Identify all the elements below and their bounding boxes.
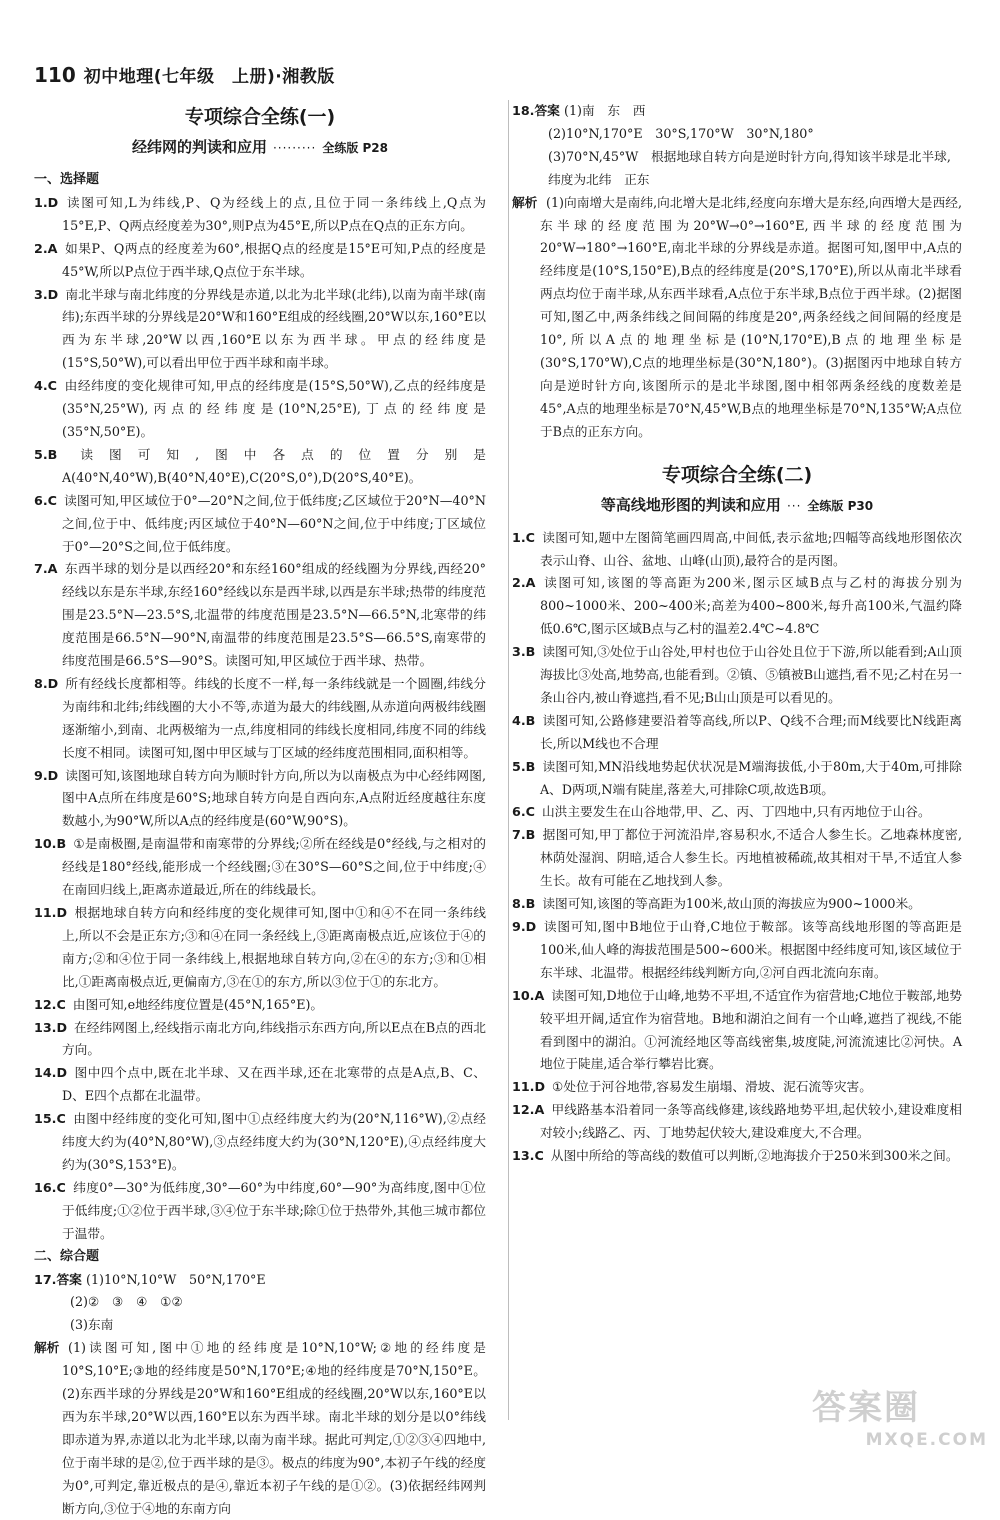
q18-line3: (3)70°N,45°W 根据地球自转方向是逆时针方向,得知该半球是北半球,纬度为北纬 正东: [548, 148, 951, 187]
answer-item: [34, 994, 486, 1017]
section1-subtitle-text: 经纬网的判读和应用: [131, 138, 267, 156]
answer-item: [512, 1099, 962, 1145]
q18-line2: (2)10°N,170°E 30°S,170°W 30°N,180°: [548, 125, 814, 141]
answer-number: 9.D: [34, 767, 59, 783]
answer-item: [34, 673, 486, 765]
answer-number: 5.B: [34, 446, 58, 462]
answer-text: 根据地球自转方向和经纬度的变化规律可知,图中①和④不在同一条纬线上,所以不会是正东方;③和④在同一条经线上,③距离南极点近,应该位于④的南方;②和④位于同一条纬线上,根据地球自转方向,②在④的东方;③和①相比,①距离南极点近,更偏南方,③在①的东方,所以③位于①的东北方。: [62, 905, 486, 989]
answer-text: 甲线路基本沿着同一条等高线修建,该线路地势平坦,起伏较小,建设难度相对较小;线路乙、丙、丁地势起伏较大,建设难度大,不合理。: [540, 1102, 962, 1141]
answer-item: [512, 527, 962, 573]
answer-text: 南北半球与南北纬度的分界线是赤道,以北为北半球(北纬),以南为南半球(南纬);东西半球的分界线是20°W和160°E组成的经线圈,20°W以东,160°E以西为东半球,20°W以西,160°E以东为西半球。甲点的经纬度是(15°S,50°W),可以看出甲位于西半球和南半球。: [62, 286, 486, 371]
answer-text: 读图可知,公路修建要沿着等高线,所以P、Q线不合理;而M线要比N线距离长,所以M线也不合理: [540, 712, 962, 751]
answer-item: [512, 824, 962, 893]
answer-item: [34, 375, 486, 444]
answer-text: 由图可知,e地经纬度位置是(45°N,165°E)。: [72, 996, 324, 1012]
left-column: [34, 100, 486, 1520]
answer-number: 8.B: [512, 896, 536, 912]
answer-text: 读图可知,甲区域位于0°—20°N之间,位于低纬度;乙区域位于20°N—40°N之间,位于中、低纬度;丙区域位于40°N—60°N之间,位于中纬度;丁区域位于0°—20°S之间,位于低纬度。: [62, 492, 486, 554]
answer-text: 纬度0°—30°为低纬度,30°—60°为中纬度,60°—90°为高纬度,图中①位于低纬度;①②位于西半球,③④位于东半球;除①位于热带外,其他三城市都位于温带。: [62, 1179, 486, 1241]
watermark-url: MXQE.COM: [865, 1430, 988, 1450]
answer-number: 2.A: [512, 575, 536, 591]
answer-number: 10.A: [512, 987, 545, 1003]
section1-subtitle: [34, 134, 486, 161]
answer-number: 13.C: [512, 1148, 544, 1164]
section-gap: [512, 444, 962, 458]
answer-text: 图中四个点中,既在北半球、又在西半球,还在北寒带的点是A点,B、C、D、E四个点都在北温带。: [62, 1065, 486, 1104]
answer-text: 读图可知,该图的等高距为200米,图示区域B点与乙村的海拔分别为800~1000米、200~400米;高差为400~800米,每升高100米,气温约降低0.6℃,图示区域B点与乙村的温差2.4℃~4.8℃: [540, 575, 962, 637]
answer-item: [34, 284, 486, 376]
section1-page-ref: 全练版 P28: [322, 141, 389, 155]
q17-analysis-text: (1)读图可知,图中①地的经纬度是10°N,10°W;②地的经纬度是10°S,10°E;③地的经纬度是50°N,170°E;④地的经纬度是70°N,150°E。(2)东西半球的分界线是20°W和160°E组成的经线圈,20°W以东,160°E以西为东半球,20°W以西,160°E以东为西半球。南北半球的划分是以0°纬线即赤道为界,赤道以北为北半球,以南为南半球。据此可判定,①②③④四地中,位于南半球的是②,位于西半球的是③。极点的纬度为90°,本初子午线的经度为0°,可判定,靠近极点的是④,靠近本初子午线的是①②。(3)依据经纬网判断方向,③位于④地的东南方向: [62, 1340, 486, 1516]
answer-item: [512, 710, 962, 756]
answer-item: [34, 1062, 486, 1108]
answer-text: 读图可知,图中各点的位置分别是A(40°N,40°W),B(40°N,40°E),C(20°S,0°),D(20°S,40°E)。: [62, 446, 486, 485]
page-header: [34, 62, 335, 88]
answer-number: 16.C: [34, 1179, 66, 1195]
answer-number: 7.B: [512, 827, 536, 843]
answer-item: [34, 902, 486, 994]
answer-text: 读图可知,该图的等高距为100米,故山顶的海拔应为900~1000米。: [542, 896, 921, 912]
answer-text: 山洪主要发生在山谷地带,甲、乙、丙、丁四地中,只有丙地位于山谷。: [541, 804, 931, 820]
answer-number: 12.C: [34, 996, 66, 1012]
answer-number: 1.C: [512, 529, 535, 545]
leader-dots: ···: [786, 498, 802, 513]
answer-text: ①处位于河谷地带,容易发生崩塌、滑坡、泥石流等灾害。: [552, 1079, 872, 1095]
section2-title: 专项综合全练(二): [661, 463, 813, 486]
part1-heading: 一、选择题: [34, 172, 100, 187]
q18-line1-text: (1)南 东 西: [564, 103, 646, 118]
answer-text: 在经纬网图上,经线指示南北方向,纬线指示东西方向,所以E点在B点的西北方向。: [62, 1019, 486, 1058]
answer-text: 东西半球的划分是以西经20°和东经160°组成的经线圈为分界线,西经20°经线以东是东半球,东经160°经线以东是西半球,以西是东半球;热带的纬度范围是23.5°N—23.5°S,北温带的纬度范围是23.5°N—66.5°N,北寒带的纬度范围是66.5°N—90°N,南温带的纬度范围是23.5°S—66.5°S,南寒带的纬度范围是66.5°S—90°S。读图可知,甲区域位于西半球、热带。: [62, 561, 486, 669]
answer-item: [34, 444, 486, 490]
answer-item: [34, 833, 486, 902]
answer-number: 8.D: [34, 675, 59, 691]
analysis-label: 解析: [512, 194, 538, 210]
answer-text: 读图可知,MN沿线地势起伏状况是M端海拔低,小于80m,大于40m,可排除A、D两项,N端有陡崖,落差大,可排除C项,故选B项。: [540, 758, 962, 797]
answer-number: 9.D: [512, 919, 537, 934]
answer-number: 14.D: [34, 1065, 68, 1081]
answer-item: [512, 1145, 962, 1168]
right-column: [512, 100, 962, 1168]
analysis-label: 解析: [34, 1340, 60, 1356]
column-divider: [508, 100, 509, 1420]
answer-item: [512, 801, 962, 824]
answer-item: [34, 192, 486, 238]
answer-item: [512, 756, 962, 802]
answer-item: [34, 1108, 486, 1177]
answer-text: 读图可知,题中左图简笔画四周高,中间低,表示盆地;四幅等高线地形图依次表示山脊、山谷、盆地、山峰(山顶),最符合的是丙图。: [540, 529, 962, 568]
q17-line1-text: (1)10°N,10°W 50°N,170°E: [86, 1271, 266, 1287]
section2-subtitle-text: 等高线地形图的判读和应用: [600, 495, 781, 514]
answer-text: 由经纬度的变化规律可知,甲点的经纬度是(15°S,50°W),乙点的经纬度是(35°N,25°W),丙点的经纬度是(10°N,25°E),丁点的经纬度是(35°N,50°E)。: [62, 378, 486, 439]
answer-number: 6.C: [34, 492, 57, 508]
answer-item: [512, 572, 962, 641]
q18-label: 18.答案: [512, 103, 560, 118]
answer-number: 11.D: [512, 1079, 546, 1095]
answer-number: 13.D: [34, 1019, 68, 1035]
answer-item: [512, 893, 962, 916]
answer-text: 所有经线长度都相等。纬线的长度不一样,每一条纬线就是一个圆圈,纬线分为南纬和北纬;纬线圈的大小不等,赤道为最大的纬线圈,从赤道向两极纬线圈逐渐缩小,到南、北两极缩为一点,纬度相同的纬线长度相同,纬度不同的纬线长度不相同。读图可知,图中甲区域与丁区域的经纬度范围相同,面积相等。: [62, 675, 486, 760]
answer-item: [34, 1177, 486, 1246]
answer-item: [34, 558, 486, 673]
section2-subtitle: [512, 492, 962, 519]
q18-analysis-text: (1)向南增大是南纬,向北增大是北纬,经度向东增大是东经,向西增大是西经,东半球的经度范围为20°W→0°→160°E,西半球的经度范围为20°W→180°→160°E,南北半球的分界线是赤道。据图可知,图甲中,A点的经纬度是(10°S,150°E),B点的经纬度是(20°S,170°E),所以从南北半球看两点均位于南半球,从东西半球看,A点位于东半球,B点位于西半球。(2)据图可知,图乙中,两条纬线之间间隔的纬度是20°,两条经线之间间隔的经度是10°,所以A点的地理坐标是(10°N,170°E),B点的地理坐标是(30°S,170°W),C点的地理坐标是(30°N,180°)。(3)据图丙中地球自转方向是逆时针方向,该图所示的是北半球图,图中相邻两条经线的度数差是45°,A点的地理坐标是70°N,45°W,B点的地理坐标是70°N,135°W;A点位于B点的正东方向。: [540, 194, 962, 439]
answer-number: 2.A: [34, 240, 58, 256]
answer-item: [512, 916, 962, 985]
answer-item: [34, 765, 486, 834]
answer-number: 3.B: [512, 644, 536, 660]
answer-number: 5.B: [512, 758, 536, 774]
section1-title: 专项综合全练(一): [184, 106, 336, 128]
answer-item: [512, 641, 962, 710]
answer-text: 由图中经纬度的变化可知,图中①点经纬度大约为(20°N,116°W),②点经纬度大约为(40°N,80°W),③点经纬度大约为(30°N,120°E),④点经纬度大约为(30°S,153°E)。: [62, 1111, 486, 1172]
answer-number: 15.C: [34, 1111, 66, 1127]
answer-text: 读图可知,该图地球自转方向为顺时针方向,所以为以南极点为中心经纬网图,图中A点所在纬度是60°S;地球自转方向是自西向东,A点附近经度越往东度数越小,为90°W,所以A点的经纬度是(60°W,90°S)。: [62, 767, 486, 829]
watermark-text: 答案圈: [812, 1388, 920, 1428]
answer-item: [512, 1076, 962, 1099]
q17-line3: (3)东南: [70, 1317, 114, 1333]
book-title: 初中地理(七年级 上册)·湘教版: [83, 67, 335, 87]
answer-number: 4.B: [512, 712, 536, 728]
q17-label: 17.答案: [34, 1271, 82, 1287]
answer-number: 4.C: [34, 378, 57, 394]
answer-text: 读图可知,图中B地位于山脊,C地位于鞍部。该等高线地形图的等高距是100米,仙人峰的海拔范围是500~600米。根据图中经纬度可知,该区域位于东半球、北温带。根据经纬线判断方向,②河自西北流向东南。: [540, 919, 962, 980]
answer-text: 据图可知,甲丁都位于河流沿岸,容易积水,不适合人参生长。乙地森林度密,林荫处湿润、阴暗,适合人参生长。丙地植被稀疏,故其相对干旱,不适宜人参生长。故有可能在乙地找到人参。: [540, 827, 962, 889]
answer-number: 11.D: [34, 905, 68, 920]
q17-line2: (2)② ③ ④ ①②: [70, 1294, 183, 1310]
watermark-logo: [812, 1388, 988, 1460]
answer-text: 如果P、Q两点的经度差为60°,根据Q点的经度是15°E可知,P点的经度是45°W,所以P点位于西半球,Q点位于东半球。: [62, 240, 486, 279]
q17-line1: [34, 1269, 486, 1292]
section2-page-ref: 全练版 P30: [807, 498, 874, 513]
q18-analysis: [512, 192, 962, 444]
page-number: 110: [34, 63, 76, 87]
answer-number: 6.C: [512, 804, 535, 820]
answer-item: [512, 985, 962, 1077]
answer-item: [34, 490, 486, 559]
answer-text: 读图可知,L为纬线,P、Q为经线上的点,且位于同一条纬线上,Q点为15°E,P、Q两点经度差为30°,则P点为45°E,所以P点在Q点的正东方向。: [62, 194, 486, 233]
part2-heading: 二、综合题: [34, 1248, 100, 1264]
answer-text: ①是南极圈,是南温带和南寒带的分界线;②所在经线是0°经线,与之相对的经线是180°经线,能形成一个经线圈;③在30°S—60°S之间,位于中纬度;④在南回归线上,距离赤道最近,所在的纬线最长。: [62, 836, 486, 898]
answer-item: [34, 238, 486, 284]
answer-number: 7.A: [34, 561, 58, 577]
q18-line1: [512, 100, 962, 123]
answer-text: 读图可知,D地位于山峰,地势不平坦,不适宜作为宿营地;C地位于鞍部,地势较平坦开阔,适宜作为宿营地。B地和湖泊之间有一个山峰,遮挡了视线,不能看到图中的湖泊。①河流经地区等高线密集,坡度陡,河流流速比②河快。A地位于陡崖,适合举行攀岩比赛。: [540, 987, 962, 1072]
answer-number: 3.D: [34, 286, 59, 302]
answer-number: 1.D: [34, 194, 59, 210]
answer-item: [34, 1017, 486, 1063]
answer-text: 读图可知,③处位于山谷处,甲村也位于山谷处且位于下游,所以能看到;A山顶海拔比③处高,地势高,也能看到。②镇、⑤镇被B山遮挡,看不见;乙村在另一条山谷内,被山脊遮挡,看不见;B山山顶是可以看见的。: [540, 644, 962, 705]
answer-text: 从图中所给的等高线的数值可以判断,②地海拔介于250米到300米之间。: [550, 1148, 959, 1164]
answer-number: 10.B: [34, 836, 67, 852]
answer-number: 12.A: [512, 1102, 545, 1118]
leader-dots: ·········: [272, 141, 317, 155]
q17-analysis: [34, 1337, 486, 1520]
